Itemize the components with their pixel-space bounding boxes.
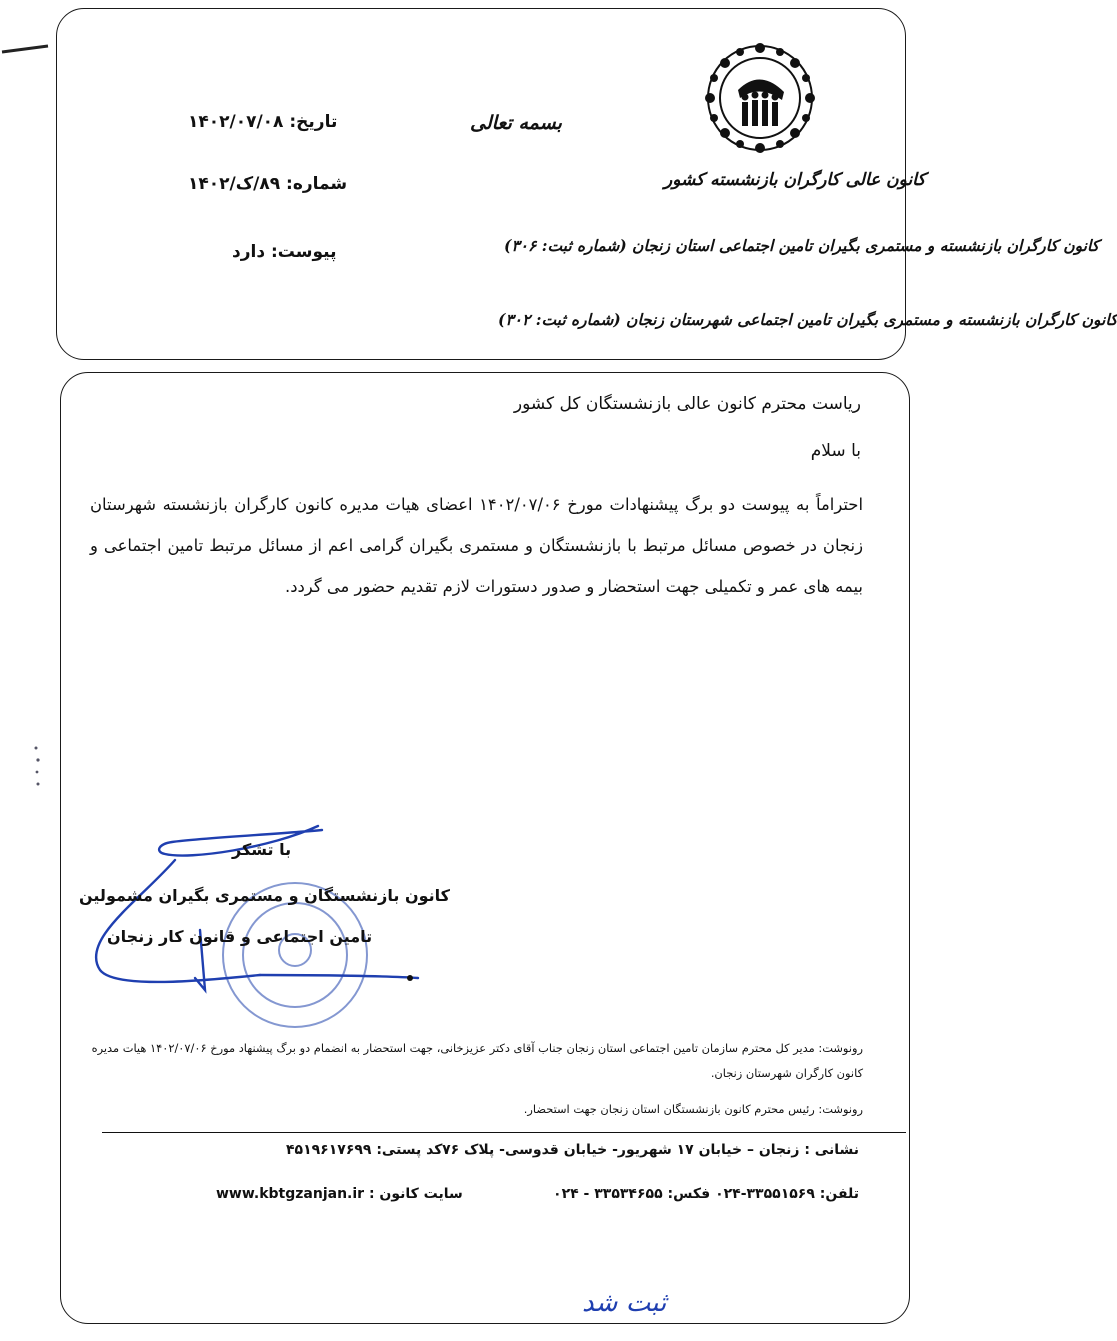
letter-paragraph: احتراماً به پیوست دو برگ پیشنهادات مورخ ۱۴۰۲/۰۷/۰۶ اعضای هیات مدیره کانون کارگران بازنشسته شهرستان زنجان در خصوص مسائل مرتبط با بازنشستگان و مستمری بگیران گرامی اعم از مسائل مرتبط تامین اجتماعی و بیمه های عمر و تکمیلی جهت استحضار و صدور دستورات لازم تقدیم حضور می گردد.	[90, 495, 863, 596]
attachment-status: پیوست: دارد	[232, 242, 337, 262]
letter-date: تاریخ: ۱۴۰۲/۰۷/۰۸	[188, 112, 338, 132]
greeting: با سلام	[810, 441, 861, 461]
signatory-org-line1: کانون بازنشستگان و مستمری بگیران مشمولین	[79, 886, 450, 905]
footer-phone-fax: تلفن: ۳۳۵۵۱۵۶۹-۰۲۴ فکس: ۳۳۵۳۴۶۵۵ - ۰۲۴	[553, 1186, 859, 1202]
org-city-name: کانون کارگران بازنشسته و مستمری بگیران تامین اجتماعی شهرستان زنجان (شماره ثبت: ۳۰۲)	[498, 310, 1117, 329]
cc-line-2: رونوشت: رئیس محترم کانون بازنشستگان استان زنجان جهت استحضار.	[523, 1102, 863, 1116]
footer-website: سایت کانون : www.kbtgzanjan.ir	[216, 1186, 463, 1202]
org-national-name: کانون عالی کارگران بازنشسته کشور	[664, 170, 926, 190]
signatory-org-line2: تامین اجتماعی و قانون کار زنجان	[107, 927, 373, 946]
closing-thanks: با تشکر	[232, 840, 292, 859]
footer-postal-code: کد پستی: ۴۵۱۹۶۱۷۶۹۹	[286, 1142, 443, 1158]
handwritten-registered-note: ثبت شد	[582, 1288, 667, 1318]
organization-logo	[702, 40, 818, 156]
footer-address: نشانی : زنجان – خیابان ۱۷ شهریور- خیابان قدوسی- پلاک ۷۶	[442, 1142, 859, 1158]
scan-dots	[28, 740, 48, 800]
footer-divider	[102, 1132, 906, 1133]
scan-mark	[0, 20, 60, 60]
cc-line-1: رونوشت: مدیر کل محترم سازمان تامین اجتماعی استان زنجان جناب آقای دکتر عزیزخانی، جهت استحضار به انضمام دو برگ پیشنهاد مورخ ۱۴۰۲/۰۷/۰۶ هیات مدیره	[91, 1041, 863, 1055]
basmala: بسمه تعالی	[470, 112, 562, 134]
signature-and-stamp	[60, 790, 440, 1050]
recipient: ریاست محترم کانون عالی بازنشستگان کل کشور	[513, 394, 861, 414]
letter-number: شماره: ۸۹/ک/۱۴۰۲	[188, 174, 348, 194]
org-province-name: کانون کارگران بازنشسته و مستمری بگیران تامین اجتماعی استان زنجان (شماره ثبت: ۳۰۶)	[504, 236, 1100, 255]
cc-line-1-continued: کانون کارگران شهرستان زنجان.	[710, 1066, 863, 1080]
